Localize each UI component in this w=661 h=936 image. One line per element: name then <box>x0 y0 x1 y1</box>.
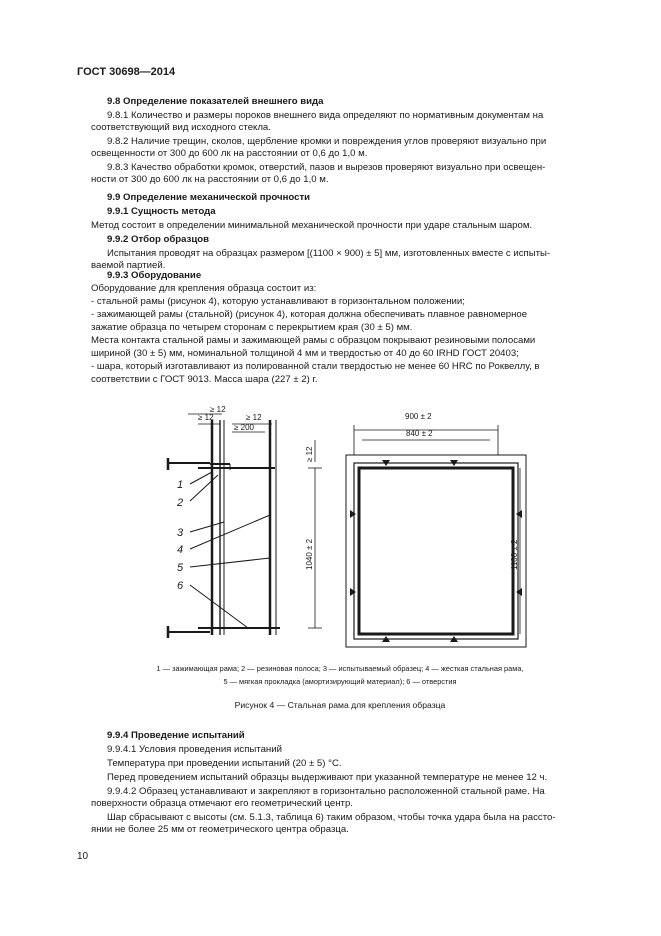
page-number: 10 <box>77 851 89 862</box>
dim-label: 840 ± 2 <box>406 429 433 438</box>
paragraph-line: 9.9.4.2 Образец устанавливают и закрепляют в горизонтально расположенной стальной раме. На <box>107 786 545 797</box>
subsection-heading: 9.9.3 Оборудование <box>107 270 202 281</box>
paragraph-line: соответствии с ГОСТ 9013. Масса шара (227 ± 2) г. <box>91 374 318 385</box>
subsection-heading: 9.9.1 Сущность метода <box>107 206 216 217</box>
dim-label: ≥ 12 <box>210 405 226 414</box>
paragraph-line: - стальной рамы (рисунок 4), которую устанавливают в горизонтальном положении; <box>91 296 465 307</box>
figure-legend-line: 1 — зажимающая рама; 2 — резиновая полоса; 3 — испытываемый образец; 4 — жесткая стальная рама, <box>156 664 524 673</box>
paragraph-line: Температура при проведении испытаний (20 ± 5) °С. <box>107 758 342 769</box>
subsection-heading: 9.9.4 Проведение испытаний <box>107 730 245 741</box>
subsection-heading: 9.9.2 Отбор образцов <box>107 234 209 245</box>
figure-legend-line: 5 — мягкая прокладка (амортизирующий материал); 6 — отверстия <box>223 677 457 686</box>
paragraph-line: Шар сбрасывают с высоты (см. 5.1.3, таблица 6) таким образом, чтобы точка удара была на рассто- <box>107 812 556 823</box>
section-heading: 9.8 Определение показателей внешнего вида <box>107 96 324 107</box>
section-heading: 9.9 Определение механической прочности <box>107 192 311 203</box>
paragraph-line: 9.8.3 Качество обработки кромок, отверстий, пазов и вырезов проверяют визуально при освещен- <box>107 162 546 173</box>
paragraph-line: соответствующий вид исходного стекла. <box>91 122 271 133</box>
callout-number: 5 <box>177 562 184 574</box>
paragraph-line: Метод состоит в определении минимальной механической прочности при ударе стальным шаром. <box>91 220 533 231</box>
paragraph-line: Испытания проводят на образцах размером [(1100 × 900) ± 5] мм, изготовленных вместе с испыты- <box>107 248 551 259</box>
dim-label: ≥ 200 <box>234 423 254 432</box>
callout-number: 6 <box>177 580 184 592</box>
paragraph-line: янии не более 25 мм от геометрического центра образца. <box>91 824 349 835</box>
callout-number: 4 <box>177 544 184 556</box>
paragraph-line: ваемой партией. <box>91 260 166 271</box>
paragraph-line: поверхности образца отмечают его геометрический центр. <box>91 798 353 809</box>
callout-number: 1 <box>177 479 184 491</box>
callout-number: 3 <box>177 527 184 539</box>
paragraph-line: освещенности от 300 до 600 лк на расстоянии от 0,6 до 1,0 м. <box>91 148 368 159</box>
callout-number: 2 <box>177 497 184 509</box>
paragraph-line: Места контакта стальной рамы и зажимающей рамы с образцом покрывают резиновыми полосами <box>91 335 536 346</box>
dim-label: 1040 ± 2 <box>305 538 314 570</box>
paragraph-line: 9.8.2 Наличие трещин, сколов, щербление кромки и повреждения углов проверяют визуально при <box>107 136 547 147</box>
figure-4-drawing <box>150 400 550 655</box>
document-header: ГОСТ 30698—2014 <box>77 66 176 78</box>
dim-label: 900 ± 2 <box>405 412 432 421</box>
paragraph-line: Перед проведением испытаний образцы выдерживают при указанной температуре не менее 12 ч. <box>107 772 548 783</box>
paragraph-line: 9.8.1 Количество и размеры пороков внешнего вида определяют по нормативным документам на <box>107 110 544 121</box>
dim-label: ≥ 12 <box>305 446 314 462</box>
dim-label: ≥ 12 <box>246 413 262 422</box>
dim-label: 1100 ± 2 <box>510 539 519 570</box>
dim-label: ≥ 12 <box>198 413 214 422</box>
paragraph-line: - шара, который изготавливают из полированной стали твердостью не менее 60 HRC по Роквеллу, в <box>91 361 540 372</box>
paragraph-line: 9.9.4.1 Условия проведения испытаний <box>107 744 282 755</box>
paragraph-line: шириной (30 ± 5) мм, номинальной толщиной 4 мм и твердостью от 40 до 60 IRHD ГОСТ 20403; <box>91 348 519 359</box>
figure-caption: Рисунок 4 — Стальная рама для крепления образца <box>234 700 446 710</box>
paragraph-line: - зажимающей рамы (стальной) (рисунок 4), которая должна обеспечивать плавное равномерное <box>91 309 528 320</box>
paragraph-line: Оборудование для крепления образца состоит из: <box>91 283 317 294</box>
paragraph-line: ности от 300 до 600 лк на расстоянии от 0,6 до 1,0 м. <box>91 174 329 185</box>
paragraph-line: зажатие образца по четырем сторонам с перекрытием края (30 ± 5) мм. <box>91 322 413 333</box>
